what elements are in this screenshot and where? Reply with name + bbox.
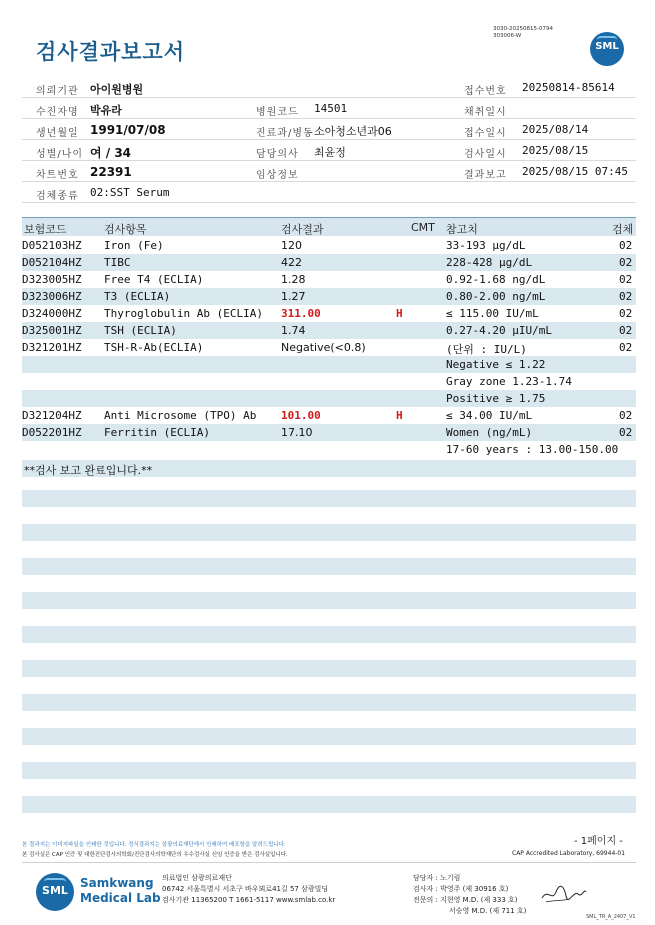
table-row [22,322,636,339]
cell-reference: (단위 : IU/L) [446,343,527,356]
cell-specimen: 02 [619,290,633,303]
footer-divider [22,862,636,863]
report-complete-note: **검사 보고 완료입니다.** [24,464,153,477]
cell-specimen: 02 [619,426,633,439]
chart-value: 22391 [90,165,132,179]
cell-item: TSH (ECLIA) [104,324,177,337]
requester-value: 아이원병원 [90,83,144,96]
cell-result: 120 [281,239,302,252]
document-code-line-1: 3030-20250815-0794 [493,26,553,32]
receipt-date-value: 2025/08/14 [522,123,589,136]
footer-logo-text: SML [42,884,68,897]
empty-row [22,694,636,711]
footer-sml-logo [36,873,74,911]
cell-flag: H [396,307,403,320]
info-row [22,141,636,161]
lab-name-line-2: Medical Lab [80,891,161,905]
cell-item: Free T4 (ECLIA) [104,273,204,286]
empty-row [22,558,636,575]
table-row [22,271,636,288]
cell-item: Thyroglobulin Ab (ECLIA) [104,307,263,320]
birth-label: 생년월일 [36,128,79,139]
cell-item: T3 (ECLIA) [104,290,171,303]
table-row [22,305,636,322]
sex-age-label: 성별/나이 [36,149,84,160]
info-row [22,183,636,203]
cell-result: 17.10 [281,426,313,439]
header-result: 검사결과 [281,223,324,236]
info-row [22,162,636,182]
cell-code: D323005HZ [22,273,82,286]
cell-reference: Gray zone 1.23-1.74 [446,375,572,388]
cell-item: Iron (Fe) [104,239,164,252]
header-item: 검사항목 [104,223,147,236]
logo-text: SML [595,41,619,52]
cell-specimen: 02 [619,409,633,422]
report-date-value: 2025/08/15 07:45 [522,165,628,178]
header-specimen: 검체 [612,223,634,236]
table-row [22,441,636,458]
cell-reference: ≤ 34.00 IU/mL [446,409,533,422]
cell-reference: 0.80-2.00 ng/mL [446,290,546,303]
empty-row [22,524,636,541]
birth-value: 1991/07/08 [90,123,166,137]
table-header [22,217,636,236]
doctor-label: 담당의사 [256,149,299,160]
cell-item: TSH-R-Ab(ECLIA) [104,341,204,354]
cell-code: D325001HZ [22,324,82,337]
cell-result: 101.00 [281,409,321,422]
cell-code: D052201HZ [22,426,82,439]
cell-reference: Women (ng/mL) [446,426,533,439]
lab-name-line-1: Samkwang [80,876,154,890]
cell-reference: ≤ 115.00 IU/mL [446,307,539,320]
cell-code: D052103HZ [22,239,82,252]
document-code [493,26,553,40]
signatory-physician-1: 전문의 : 지현영 M.D. (제 333 호) [413,896,518,904]
receipt-date-label: 접수일시 [464,128,507,139]
signatory-tester: 검사자 : 박영주 (제 30916 호) [413,885,509,893]
cell-specimen: 02 [619,307,633,320]
cell-flag: H [396,409,403,422]
lab-street: 06742 서울특별시 서초구 바우뫼로41길 57 삼광빌딩 [162,885,329,893]
header-code: 보험코드 [24,223,67,236]
cell-result: 311.00 [281,307,321,320]
cell-result: 1.28 [281,273,306,286]
cell-result: 1.74 [281,324,306,337]
lab-org: 의료법인 삼광의료재단 [162,874,232,882]
table-row [22,373,636,390]
empty-row [22,592,636,609]
specimen-label: 검체종류 [36,191,79,202]
empty-row [22,626,636,643]
page-title: 검사결과보고서 [36,40,186,64]
lab-name [80,876,161,906]
logo-arc-icon [597,36,617,40]
lab-address [162,873,335,906]
chart-label: 차트번호 [36,170,79,181]
sml-logo [590,32,624,66]
signatories [413,873,526,917]
doctor-value: 최윤정 [314,146,346,159]
collect-date-label: 채취일시 [464,107,507,118]
empty-row [22,796,636,813]
page-number: - 1페이지 - [574,836,623,847]
cell-specimen: 02 [619,256,633,269]
cell-specimen: 02 [619,273,633,286]
test-date-label: 검사일시 [464,149,507,160]
specimen-value: 02:SST Serum [90,186,170,199]
cell-code: D323006HZ [22,290,82,303]
table-row [22,424,636,441]
patient-value: 박유라 [90,104,122,117]
document-code-line-2: 303006-W [493,33,522,39]
print-notice: 본 결과지는 이미지파일을 인쇄한 것입니다. 정식결과지는 삼광의료재단에서 인쇄하여 배포함을 알려드립니다. [22,842,286,848]
table-row [22,237,636,254]
table-row [22,407,636,424]
receipt-no-label: 접수번호 [464,86,507,97]
empty-row [22,762,636,779]
cell-reference: 0.92-1.68 ng/dL [446,273,546,286]
table-row [22,339,636,356]
cell-result: 1.27 [281,290,306,303]
table-row [22,356,636,373]
hospital-code-value: 14501 [314,102,348,115]
cell-reference: 17-60 years : 13.00-150.00 [446,443,619,456]
empty-row [22,490,636,507]
cell-reference: 228-428 μg/dL [446,256,533,269]
cell-reference: 33-193 μg/dL [446,239,526,252]
lab-contact: 검사기관 11365200 T 1661-5117 www.smlab.co.kr [162,896,336,904]
cell-result: Negative(<0.8) [281,341,366,354]
info-row [22,78,636,98]
cell-result: 422 [281,256,302,269]
patient-label: 수진자명 [36,107,79,118]
cell-code: D321204HZ [22,409,82,422]
clinical-label: 임상정보 [256,170,299,181]
empty-row [22,728,636,745]
info-row [22,99,636,119]
cell-code: D321201HZ [22,341,82,354]
signatory-physician-2: 서승영 M.D. (제 711 호) [449,907,527,915]
cell-specimen: 02 [619,324,633,337]
cell-code: D052104HZ [22,256,82,269]
empty-row [22,660,636,677]
report-date-label: 결과보고 [464,170,507,181]
dept-label: 진료과/병동 [256,128,314,139]
receipt-no-value: 20250814-85614 [522,81,615,94]
logo-arc-icon [44,878,66,882]
cell-reference: Positive ≥ 1.75 [446,392,546,405]
table-row [22,254,636,271]
form-code: SML_TR_A_2407_V1 [586,914,636,920]
cap-accreditation: CAP Accredited Laboratory, 69944-01 [512,850,626,857]
header-cmt: CMT [411,221,435,234]
cell-item: Ferritin (ECLIA) [104,426,210,439]
table-row [22,288,636,305]
cell-item: Anti Microsome (TPO) Ab [104,409,257,422]
test-date-value: 2025/08/15 [522,144,589,157]
cell-reference: Negative ≤ 1.22 [446,358,546,371]
dept-value: 소아청소년과06 [314,125,392,138]
signatory-staff: 담당자 : 노기림 [413,874,461,882]
cell-item: TIBC [104,256,131,269]
requester-label: 의뢰기관 [36,86,79,97]
hospital-code-label: 병원코드 [256,107,299,118]
cell-specimen: 02 [619,341,633,354]
header-ref: 참고치 [446,223,478,236]
cell-specimen: 02 [619,239,633,252]
certification-notice: 본 검사실은 CAP 인증 및 대한진단검사의학회/진단검사의학재단의 우수검사실 신임 인증을 받은 검사실입니다. [22,852,288,858]
cell-reference: 0.27-4.20 μIU/mL [446,324,552,337]
table-row [22,390,636,407]
cell-code: D324000HZ [22,307,82,320]
report-complete-row [22,460,636,477]
info-row [22,120,636,140]
sex-age-value: 여 / 34 [90,146,132,160]
handwritten-signature [540,882,588,906]
